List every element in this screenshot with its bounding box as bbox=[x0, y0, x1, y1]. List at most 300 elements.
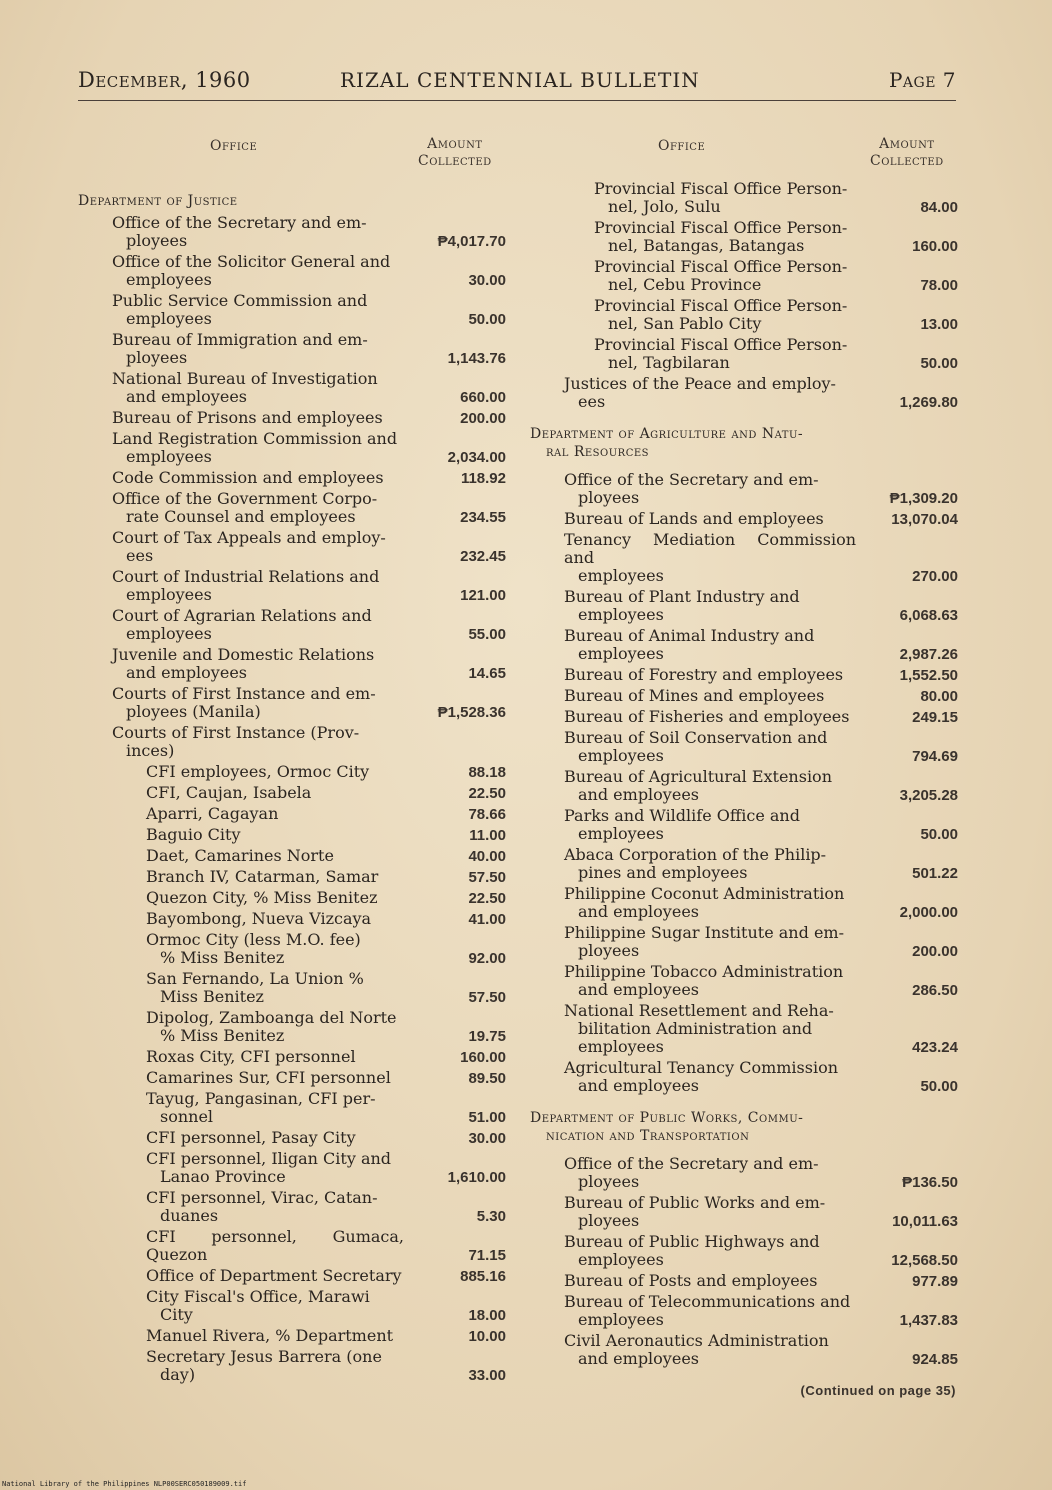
provincial-fiscal-list bbox=[530, 180, 958, 372]
amount-header bbox=[418, 136, 492, 170]
office-name-line2: and employees bbox=[578, 1349, 699, 1368]
office-entry bbox=[564, 1002, 958, 1056]
office-name bbox=[564, 1002, 856, 1056]
office-name bbox=[112, 253, 404, 289]
office-entry bbox=[594, 336, 958, 372]
office-entry bbox=[146, 889, 508, 907]
amount-header-line1: Amount bbox=[427, 136, 483, 152]
amount-collected: 40.00 bbox=[468, 848, 506, 865]
office-entry bbox=[594, 180, 958, 216]
office-header: Office bbox=[658, 138, 706, 154]
office-name-line1: Bureau of Posts and employees bbox=[564, 1271, 818, 1290]
office-name-line2: employees bbox=[126, 585, 212, 604]
amount-collected: 11.00 bbox=[469, 827, 506, 844]
office-name bbox=[112, 646, 404, 682]
office-name-line2: and employees bbox=[578, 980, 699, 999]
office-name-line2: and employees bbox=[126, 663, 247, 682]
office-name-line2: employees bbox=[126, 309, 212, 328]
office-name bbox=[146, 1129, 404, 1147]
office-name bbox=[146, 1069, 404, 1087]
office-entry bbox=[112, 331, 508, 367]
office-name-line1: Office of the Secretary and em- bbox=[564, 470, 819, 489]
office-name bbox=[564, 963, 856, 999]
amount-collected: 1,552.50 bbox=[899, 667, 958, 684]
office-name-line1: Bureau of Prisons and employees bbox=[112, 408, 383, 427]
office-name bbox=[146, 847, 404, 865]
office-name-line2: rate Counsel and employees bbox=[126, 507, 356, 526]
left-column bbox=[78, 130, 508, 1387]
amount-collected: 5.30 bbox=[476, 1208, 506, 1225]
office-name-line2: employees bbox=[578, 1250, 664, 1269]
office-name-line2: bilitation Administration and bbox=[578, 1019, 813, 1038]
office-name-line1: Bureau of Lands and employees bbox=[564, 509, 824, 528]
office-name bbox=[564, 846, 856, 882]
justice-list bbox=[78, 214, 508, 760]
office-header: Office bbox=[210, 138, 258, 154]
amount-collected: 660.00 bbox=[460, 389, 506, 406]
office-name bbox=[564, 1155, 856, 1191]
office-entry bbox=[112, 685, 508, 721]
amount-collected: 50.00 bbox=[468, 311, 506, 328]
office-name-line2: Lanao Province bbox=[160, 1167, 286, 1186]
office-name bbox=[564, 627, 856, 663]
column-header bbox=[530, 130, 958, 182]
amount-collected: 794.69 bbox=[912, 748, 958, 765]
office-name bbox=[564, 531, 856, 585]
office-entry bbox=[564, 708, 958, 726]
office-name-line1: CFI, Caujan, Isabela bbox=[146, 783, 312, 802]
amount-collected: 22.50 bbox=[468, 785, 506, 802]
office-name-line2: Miss Benitez bbox=[160, 987, 264, 1006]
office-name bbox=[564, 729, 856, 765]
office-name bbox=[112, 409, 404, 427]
office-entry bbox=[146, 1189, 508, 1225]
amount-collected: 234.55 bbox=[460, 509, 506, 526]
amount-collected: 1,143.76 bbox=[447, 350, 506, 367]
amount-collected: 121.00 bbox=[460, 587, 506, 604]
office-name bbox=[112, 724, 404, 760]
office-name-line2: pines and employees bbox=[578, 863, 748, 882]
office-name-line2: nel, Cebu Province bbox=[608, 275, 762, 294]
office-name bbox=[594, 336, 856, 372]
office-name bbox=[146, 1189, 404, 1225]
office-entry bbox=[564, 375, 958, 411]
office-name bbox=[146, 1090, 404, 1126]
office-name-line2: duanes bbox=[160, 1206, 219, 1225]
office-name bbox=[564, 1233, 856, 1269]
amount-collected: 89.50 bbox=[468, 1070, 506, 1087]
office-name-line2: inces) bbox=[126, 741, 175, 760]
office-name-line2: nel, Batangas, Batangas bbox=[608, 236, 805, 255]
office-name bbox=[564, 1194, 856, 1230]
amount-collected: 88.18 bbox=[468, 764, 506, 781]
office-name bbox=[112, 469, 404, 487]
office-name-line1: Camarines Sur, CFI personnel bbox=[146, 1068, 391, 1087]
office-name-line1: Daet, Camarines Norte bbox=[146, 846, 334, 865]
amount-collected: 200.00 bbox=[460, 410, 506, 427]
office-entry bbox=[112, 469, 508, 487]
office-name bbox=[146, 889, 404, 907]
office-name-line2: sonnel bbox=[160, 1107, 214, 1126]
office-name-line1: Philippine Sugar Institute and em- bbox=[564, 923, 844, 942]
office-name bbox=[146, 910, 404, 928]
office-entry bbox=[146, 1267, 508, 1285]
office-entry bbox=[564, 1194, 958, 1230]
office-name bbox=[146, 1150, 404, 1186]
office-entry bbox=[146, 1129, 508, 1147]
amount-collected: 200.00 bbox=[912, 943, 958, 960]
office-name bbox=[146, 1327, 404, 1345]
amount-collected: 92.00 bbox=[468, 950, 506, 967]
office-name bbox=[112, 568, 404, 604]
office-name-line1: Aparri, Cagayan bbox=[146, 804, 279, 823]
office-name-line2: ployees bbox=[578, 488, 640, 507]
office-name-line2: employees bbox=[578, 1310, 664, 1329]
office-name bbox=[146, 1228, 404, 1264]
office-name-line2: employees bbox=[578, 746, 664, 765]
office-name-line1: Provincial Fiscal Office Person- bbox=[594, 335, 848, 354]
office-name-line2: employees bbox=[126, 270, 212, 289]
amount-collected: 51.00 bbox=[468, 1109, 506, 1126]
amount-collected: 10,011.63 bbox=[892, 1213, 958, 1230]
amount-collected: 18.00 bbox=[468, 1307, 506, 1324]
amount-collected: 2,034.00 bbox=[447, 449, 506, 466]
office-entry bbox=[146, 1348, 508, 1384]
office-entry bbox=[146, 1228, 508, 1264]
office-name-line1: CFI personnel, Iligan City and bbox=[146, 1149, 392, 1168]
office-name bbox=[112, 490, 404, 526]
department-title: Department of Justice bbox=[78, 193, 238, 209]
office-name-line1: Courts of First Instance and em- bbox=[112, 684, 376, 703]
office-entry bbox=[564, 510, 958, 528]
office-entry bbox=[564, 1059, 958, 1095]
office-name bbox=[112, 607, 404, 643]
office-name-line1: Bureau of Soil Conservation and bbox=[564, 728, 828, 747]
office-name-line1: Branch IV, Catarman, Samar bbox=[146, 867, 379, 886]
office-name-line2: ployees (Manila) bbox=[126, 702, 261, 721]
office-name-line2: employees bbox=[578, 824, 664, 843]
office-name bbox=[564, 471, 856, 507]
office-name-line2: day) bbox=[160, 1365, 196, 1384]
office-entry bbox=[564, 885, 958, 921]
amount-collected: 160.00 bbox=[460, 1049, 506, 1066]
office-name-line1: Code Commission and employees bbox=[112, 468, 384, 487]
office-name bbox=[112, 529, 404, 565]
office-entry bbox=[146, 970, 508, 1006]
office-name-line1: Office of the Secretary and em- bbox=[112, 213, 367, 232]
office-entry bbox=[146, 826, 508, 844]
office-name-line1: Bureau of Plant Industry and bbox=[564, 587, 800, 606]
amount-collected: ₱4,017.70 bbox=[437, 233, 506, 250]
office-entry bbox=[146, 1009, 508, 1045]
office-name-line1: City Fiscal's Office, Marawi bbox=[146, 1287, 370, 1306]
office-name-line1: CFI personnel, Gumaca, Quezon bbox=[146, 1227, 404, 1264]
amount-collected: 71.15 bbox=[468, 1247, 506, 1264]
office-name-line1: Civil Aeronautics Administration bbox=[564, 1331, 829, 1350]
office-name bbox=[112, 685, 404, 721]
office-name bbox=[564, 924, 856, 960]
office-name-line1: Public Service Commission and bbox=[112, 291, 368, 310]
amount-collected: 286.50 bbox=[912, 982, 958, 999]
office-entry bbox=[146, 931, 508, 967]
office-name-line1: Bureau of Immigration and em- bbox=[112, 330, 368, 349]
amount-collected: 78.00 bbox=[920, 277, 958, 294]
amount-collected: 10.00 bbox=[468, 1328, 506, 1345]
amount-collected: 1,437.83 bbox=[899, 1312, 958, 1329]
header-date: December, 1960 bbox=[78, 68, 251, 92]
amount-collected: 270.00 bbox=[912, 568, 958, 585]
office-name-line2: nel, Jolo, Sulu bbox=[608, 197, 721, 216]
amount-collected: 3,205.28 bbox=[899, 787, 958, 804]
amount-collected: 30.00 bbox=[468, 272, 506, 289]
office-name-line3: employees bbox=[578, 1037, 664, 1056]
office-name bbox=[564, 768, 856, 804]
amount-collected: 160.00 bbox=[912, 238, 958, 255]
office-name-line1: Manuel Rivera, % Department bbox=[146, 1326, 394, 1345]
amount-collected: 501.22 bbox=[912, 865, 958, 882]
office-entry bbox=[112, 430, 508, 466]
amount-collected: 41.00 bbox=[468, 911, 506, 928]
office-name bbox=[146, 763, 404, 781]
office-name-line1: Justices of the Peace and employ- bbox=[564, 374, 836, 393]
office-name-line2: ployees bbox=[578, 941, 640, 960]
office-name bbox=[146, 868, 404, 886]
office-name-line1: Philippine Tobacco Administration bbox=[564, 962, 844, 981]
office-name-line1: San Fernando, La Union % bbox=[146, 969, 364, 988]
office-name-line1: Bureau of Forestry and employees bbox=[564, 665, 844, 684]
office-name-line2: ees bbox=[578, 392, 606, 411]
office-name-line2: ployees bbox=[578, 1172, 640, 1191]
office-name bbox=[146, 805, 404, 823]
office-entry bbox=[112, 724, 508, 760]
amount-collected: 78.66 bbox=[468, 806, 506, 823]
office-entry bbox=[112, 409, 508, 427]
office-entry bbox=[146, 1069, 508, 1087]
page-header bbox=[78, 66, 956, 101]
department-title-line2: nication and Transportation bbox=[546, 1128, 750, 1144]
office-name bbox=[146, 1348, 404, 1384]
office-entry bbox=[146, 1327, 508, 1345]
office-entry bbox=[594, 297, 958, 333]
amount-collected: 2,987.26 bbox=[899, 646, 958, 663]
office-name-line1: National Resettlement and Reha- bbox=[564, 1001, 834, 1020]
office-name bbox=[564, 885, 856, 921]
office-name bbox=[564, 375, 856, 411]
amount-collected: 232.45 bbox=[460, 548, 506, 565]
continued-note: (Continued on page 35) bbox=[800, 1383, 956, 1398]
amount-collected: 249.15 bbox=[912, 709, 958, 726]
office-name-line2: City bbox=[160, 1305, 193, 1324]
office-name-line1: Bureau of Public Works and em- bbox=[564, 1193, 826, 1212]
office-entry bbox=[146, 784, 508, 802]
amount-collected: 6,068.63 bbox=[899, 607, 958, 624]
office-name bbox=[112, 331, 404, 367]
office-name bbox=[564, 1059, 856, 1095]
amount-collected: 22.50 bbox=[468, 890, 506, 907]
office-name-line1: Provincial Fiscal Office Person- bbox=[594, 296, 848, 315]
amount-collected: 50.00 bbox=[920, 1078, 958, 1095]
office-name-line1: Baguio City bbox=[146, 825, 241, 844]
amount-collected: 977.89 bbox=[912, 1273, 958, 1290]
office-name bbox=[594, 180, 856, 216]
office-name-line2: employees bbox=[126, 447, 212, 466]
amount-collected: 50.00 bbox=[920, 355, 958, 372]
office-name-line2: ployees bbox=[578, 1211, 640, 1230]
office-name-line1: Bureau of Telecommunications and bbox=[564, 1292, 851, 1311]
office-name bbox=[146, 931, 404, 967]
office-name bbox=[594, 258, 856, 294]
header-page-number: Page 7 bbox=[888, 68, 956, 92]
office-name-line1: Abaca Corporation of the Philip- bbox=[564, 845, 827, 864]
amount-collected: 885.16 bbox=[460, 1268, 506, 1285]
office-name bbox=[146, 1009, 404, 1045]
office-entry bbox=[564, 729, 958, 765]
office-entry bbox=[146, 1288, 508, 1324]
office-name-line2: nel, San Pablo City bbox=[608, 314, 762, 333]
office-entry bbox=[564, 666, 958, 684]
office-entry bbox=[564, 471, 958, 507]
office-name-line1: Office of the Government Corpo- bbox=[112, 489, 378, 508]
office-entry bbox=[112, 607, 508, 643]
office-name-line1: Office of the Solicitor General and bbox=[112, 252, 391, 271]
amount-collected: ₱1,309.20 bbox=[889, 490, 958, 507]
department-title bbox=[530, 1109, 958, 1145]
office-entry bbox=[146, 910, 508, 928]
amount-collected: 13.00 bbox=[920, 316, 958, 333]
office-name bbox=[112, 430, 404, 466]
amount-collected: 2,000.00 bbox=[899, 904, 958, 921]
office-entry bbox=[594, 219, 958, 255]
office-entry bbox=[564, 588, 958, 624]
office-name-line2: % Miss Benitez bbox=[160, 1026, 285, 1045]
amount-collected: 924.85 bbox=[912, 1351, 958, 1368]
office-name-line1: Roxas City, CFI personnel bbox=[146, 1047, 356, 1066]
office-entry bbox=[564, 807, 958, 843]
office-entry bbox=[564, 531, 958, 585]
office-name bbox=[564, 687, 856, 705]
office-entry bbox=[564, 687, 958, 705]
office-entry bbox=[146, 1048, 508, 1066]
amount-collected: 80.00 bbox=[920, 688, 958, 705]
amount-collected: 19.75 bbox=[468, 1028, 506, 1045]
office-entry bbox=[564, 1293, 958, 1329]
office-name-line2: and employees bbox=[578, 1076, 699, 1095]
office-name-line1: Bureau of Fisheries and employees bbox=[564, 707, 850, 726]
office-name-line1: Secretary Jesus Barrera (one bbox=[146, 1347, 382, 1366]
office-name-line1: Provincial Fiscal Office Person- bbox=[594, 257, 848, 276]
office-name bbox=[594, 297, 856, 333]
office-name-line1: CFI employees, Ormoc City bbox=[146, 762, 370, 781]
office-name-line1: Juvenile and Domestic Relations bbox=[112, 645, 375, 664]
office-name-line1: National Bureau of Investigation bbox=[112, 369, 378, 388]
office-entry bbox=[146, 1150, 508, 1186]
office-name-line1: Provincial Fiscal Office Person- bbox=[594, 218, 848, 237]
office-name-line2: employees bbox=[578, 605, 664, 624]
office-entry bbox=[564, 627, 958, 663]
office-name bbox=[564, 510, 856, 528]
office-name-line1: Tenancy Mediation Commission and bbox=[564, 530, 856, 567]
office-name bbox=[146, 826, 404, 844]
office-name-line1: Tayug, Pangasinan, CFI per- bbox=[146, 1089, 376, 1108]
office-entry bbox=[564, 1272, 958, 1290]
header-title: RIZAL CENTENNIAL BULLETIN bbox=[340, 68, 700, 92]
office-name-line2: employees bbox=[578, 566, 664, 585]
scan-footer: National Library of the Philippines NLP00SERC050189009.tif bbox=[2, 1480, 247, 1488]
office-name-line1: Bureau of Mines and employees bbox=[564, 686, 825, 705]
office-name bbox=[564, 1332, 856, 1368]
office-name bbox=[564, 1293, 856, 1329]
office-entry bbox=[146, 847, 508, 865]
office-name-line1: Office of Department Secretary bbox=[146, 1266, 402, 1285]
amount-collected: 1,269.80 bbox=[899, 394, 958, 411]
department-title bbox=[530, 425, 958, 461]
department-title-line2: ral Resources bbox=[546, 444, 649, 460]
office-name-line2: ees bbox=[126, 546, 154, 565]
office-name-line1: Parks and Wildlife Office and bbox=[564, 806, 800, 825]
office-name-line1: Bureau of Public Highways and bbox=[564, 1232, 820, 1251]
office-name bbox=[564, 1272, 856, 1290]
office-name bbox=[112, 292, 404, 328]
office-name-line1: Provincial Fiscal Office Person- bbox=[594, 179, 848, 198]
office-entry bbox=[146, 763, 508, 781]
amount-collected: 84.00 bbox=[920, 199, 958, 216]
office-name bbox=[112, 214, 404, 250]
office-name-line1: Courts of First Instance (Prov- bbox=[112, 723, 360, 742]
office-entry bbox=[112, 490, 508, 526]
office-entry bbox=[112, 646, 508, 682]
justices-peace-list bbox=[530, 375, 958, 411]
right-column bbox=[530, 130, 958, 1371]
amount-collected: 57.50 bbox=[468, 869, 506, 886]
office-name bbox=[146, 784, 404, 802]
office-name-line2: employees bbox=[126, 624, 212, 643]
office-name-line1: Ormoc City (less M.O. fee) bbox=[146, 930, 361, 949]
office-name bbox=[146, 1048, 404, 1066]
office-name bbox=[146, 970, 404, 1006]
office-name-line2: ployees bbox=[126, 348, 188, 367]
office-name bbox=[112, 370, 404, 406]
public-works-list bbox=[530, 1155, 958, 1368]
office-entry bbox=[594, 258, 958, 294]
office-name-line1: Court of Agrarian Relations and bbox=[112, 606, 372, 625]
amount-collected: 423.24 bbox=[912, 1039, 958, 1056]
office-name bbox=[146, 1267, 404, 1285]
department-title-line1: Department of Public Works, Commu- bbox=[530, 1110, 804, 1126]
amount-collected: 33.00 bbox=[468, 1367, 506, 1384]
office-name bbox=[594, 219, 856, 255]
office-name-line1: Quezon City, % Miss Benitez bbox=[146, 888, 378, 907]
cfi-provinces-list bbox=[78, 763, 508, 1384]
office-name-line2: and employees bbox=[126, 387, 247, 406]
office-name-line2: employees bbox=[578, 644, 664, 663]
column-header bbox=[78, 130, 508, 182]
office-name-line1: Court of Tax Appeals and employ- bbox=[112, 528, 386, 547]
office-entry bbox=[112, 214, 508, 250]
office-name-line1: Philippine Coconut Administration bbox=[564, 884, 845, 903]
amount-collected: 118.92 bbox=[460, 470, 506, 487]
amount-header-line2: Collected bbox=[870, 153, 944, 169]
amount-collected: 30.00 bbox=[468, 1130, 506, 1147]
office-name-line1: Agricultural Tenancy Commission bbox=[564, 1058, 839, 1077]
office-name-line1: Bayombong, Nueva Vizcaya bbox=[146, 909, 372, 928]
office-name-line1: Bureau of Agricultural Extension bbox=[564, 767, 832, 786]
amount-collected: 12,568.50 bbox=[891, 1252, 958, 1269]
amount-collected: 50.00 bbox=[920, 826, 958, 843]
office-entry bbox=[564, 1155, 958, 1191]
office-name-line1: CFI personnel, Virac, Catan- bbox=[146, 1188, 378, 1207]
office-name-line1: Bureau of Animal Industry and bbox=[564, 626, 815, 645]
office-name-line1: Land Registration Commission and bbox=[112, 429, 398, 448]
